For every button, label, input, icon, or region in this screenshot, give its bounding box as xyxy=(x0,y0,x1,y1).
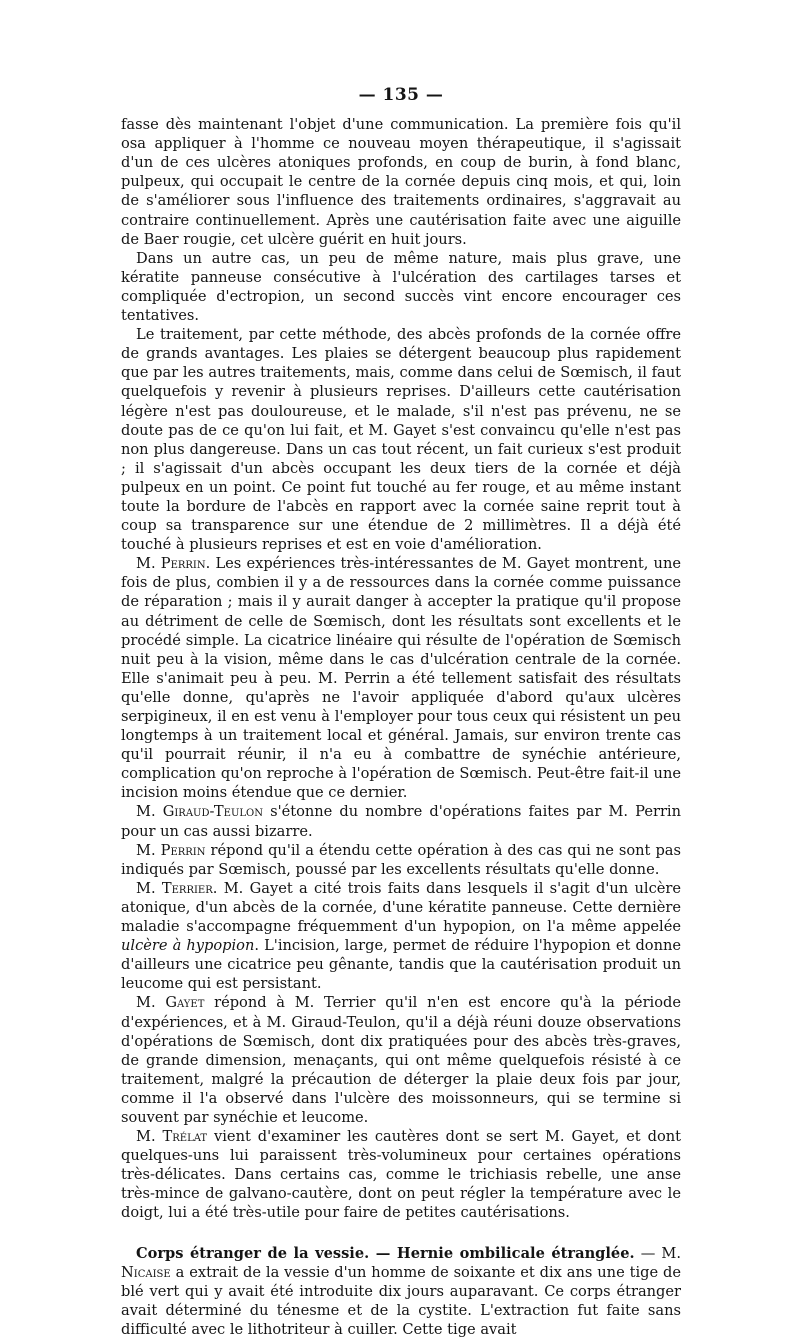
document-page xyxy=(121,86,681,1339)
speaker-name: M. Terrier. xyxy=(136,879,218,897)
paragraph-text: fasse dès maintenant l'objet d'une communication. La première fois qu'il osa appliquer à l'homme ce nouveau moyen thérapeutique, il s'agissait d'un de ces ulcères atoniques profonds, en coup de burin, à fond blanc, pulpeux, qui occupait le centre de la cornée depuis cinq mois, et qui, loin de s'améliorer sous l'influence des traitements ordinaires, s'aggravait au contraire continuellement. Après une cautérisation faite avec une aiguille de Baer rougie, cet ulcère guérit en huit jours. xyxy=(121,116,681,248)
paragraph-text: Dans un autre cas, un peu de même nature, mais plus grave, une kératite panneuse consécutive à l'ulcération des cartilages tarses et compliquée d'ectropion, un second succès vint encore encourager ces tentatives. xyxy=(121,249,681,325)
speaker-name: M. Nicaise xyxy=(121,1244,681,1281)
paragraph-continuation xyxy=(121,115,681,249)
paragraph-second-case xyxy=(121,249,681,325)
page-number: — 135 — xyxy=(358,85,444,105)
paragraph-text: Les expériences très-intéressantes de M. Gayet montrent, une fois de plus, combien il y a de ressources dans la cornée comme puissance de réparation ; mais il y aurait danger à accepter la pratique qu'il propose au détriment de celle de Sœmisch, dont les résultats sont excellents et le procédé simple. La cicatrice linéaire qui résulte de l'opération de Sœmisch nuit peu à la vision, même dans le cas d'ulcération centrale de la cornée. Elle s'animait peu à peu. M. Perrin a été tellement satisfait des résultats qu'elle donne, qu'après ne l'avoir appliquée d'abord qu'aux ulcères serpigineux, il en est venu à l'employer pour tous ceux qui résistent un peu longtemps à un traitement local et général. Jamais, sur environ trente cas qu'il pourrait réunir, il n'a eu à combattre de synéchie antérieure, complication qu'on reproche à l'opération de Sœmisch. Peut-être fait-il une incision moins étendue que ce dernier. xyxy=(121,555,681,802)
paragraph-terrier xyxy=(121,879,681,994)
paragraph-text: s'étonne du nombre d'opérations faites par M. Perrin pour un cas aussi bizarre. xyxy=(121,803,681,840)
section-heading: Corps étranger de la vessie. — Hernie ombilicale étranglée. xyxy=(136,1244,635,1262)
paragraph-text: Le traitement, par cette méthode, des abcès profonds de la cornée offre de grands avantages. Les plaies se détergent beaucoup plus rapidement que par les autres traitements, mais, comme dans celui de Sœmisch, il faut quelquefois y revenir à plusieurs reprises. D'ailleurs cette cautérisation légère n'est pas douloureuse, et le malade, s'il n'est pas prévenu, ne se doute pas de ce qu'on lui fait, et M. Gayet s'est convaincu qu'elle n'est pas non plus dangereuse. Dans un cas tout récent, un fait curieux s'est produit ; il s'agissait d'un abcès occupant les deux tiers de la cornée et déjà pulpeux en un point. Ce point fut touché au fer rouge, et au même instant toute la bordure de l'abcès en rapport avec la cornée saine reprit tout à coup sa transparence sur une étendue de 2 millimètres. Il a déjà été touché à plusieurs reprises et est en voie d'amélioration. xyxy=(121,326,681,554)
section-foreign-body: Corps étranger de la vessie. — Hernie ombilicale étranglée. — M. Nicaise a extrait de la vessie d'un homme de soixante et dix ans une tige de blé vert qui y avait été introduite dix jours auparavant. Ce corps étranger avait déterminé du ténesme et de la cystite. L'extraction fut faite sans difficulté avec le lithotriteur à cuiller. Cette tige avait xyxy=(121,1244,681,1338)
speaker-name: M. Perrin. xyxy=(136,555,211,573)
paragraph-text: vient d'examiner les cautères dont se sert M. Gayet, et dont quelques-uns lui paraissent très-volumineux pour certaines opérations très-délicates. Dans certains cas, comme le trichiasis rebelle, une anse très-mince de galvano-cautère, dont on peut régler la température avec le doigt, lui a été très-utile pour faire de petites cautérisations. xyxy=(121,1128,681,1222)
speaker-name: M. Trélat xyxy=(136,1128,208,1146)
paragraph-perrin-reply xyxy=(121,841,681,879)
paragraph-gayet-reply xyxy=(121,993,681,1127)
paragraph-text: répond à M. Terrier qu'il n'en est encore qu'à la période d'expériences, et à M. Giraud-Teulon, qu'il a déjà réuni douze observations d'opérations de Sœmisch, dont dix pratiquées pour des abcès très-graves, de grande dimension, menaçants, qui ont même quelquefois résisté à ce traitement, malgré la précaution de déterger la plaie deux fois par jour, comme il l'a observé dans l'ulcère des moissonneurs, qui se termine si souvent par synéchie et leucome. xyxy=(121,994,681,1126)
speaker-name: M. Gayet xyxy=(136,994,205,1012)
paragraph-giraud-teulon xyxy=(121,802,681,840)
section-spacer xyxy=(121,1223,681,1244)
italic-term: ulcère à hypopion xyxy=(121,937,255,955)
paragraph-text: M. Gayet a cité trois faits dans lesquels il s'agit d'un ulcère atonique, d'un abcès de la cornée, d'une kératite panneuse. Cette dernière maladie s'accompagne fréquemment d'un hypopion, on l'a même appelée xyxy=(121,879,681,936)
paragraph-perrin xyxy=(121,554,681,802)
paragraph-text: a extrait de la vessie d'un homme de soixante et dix ans une tige de blé vert qui y avait été introduite dix jours auparavant. Ce corps étranger avait déterminé du ténesme et de la cystite. L'extraction fut faite sans difficulté avec le lithotriteur à cuiller. Cette tige avait xyxy=(121,1263,681,1338)
speaker-name: M. Giraud-Teulon xyxy=(136,803,263,821)
paragraph-treatment xyxy=(121,325,681,554)
speaker-name: M. Perrin xyxy=(136,841,206,859)
paragraph-trelat xyxy=(121,1127,681,1222)
paragraph-text: répond qu'il a étendu cette opération à des cas qui ne sont pas indiqués par Sœmisch, poussé par les excellents résultats qu'elle donne. xyxy=(121,841,681,878)
paragraph-text: . L'incision, large, permet de réduire l'hypopion et donne d'ailleurs une cicatrice peu gênante, tandis que la cautérisation produit un leucome qui est persistant. xyxy=(121,937,682,993)
